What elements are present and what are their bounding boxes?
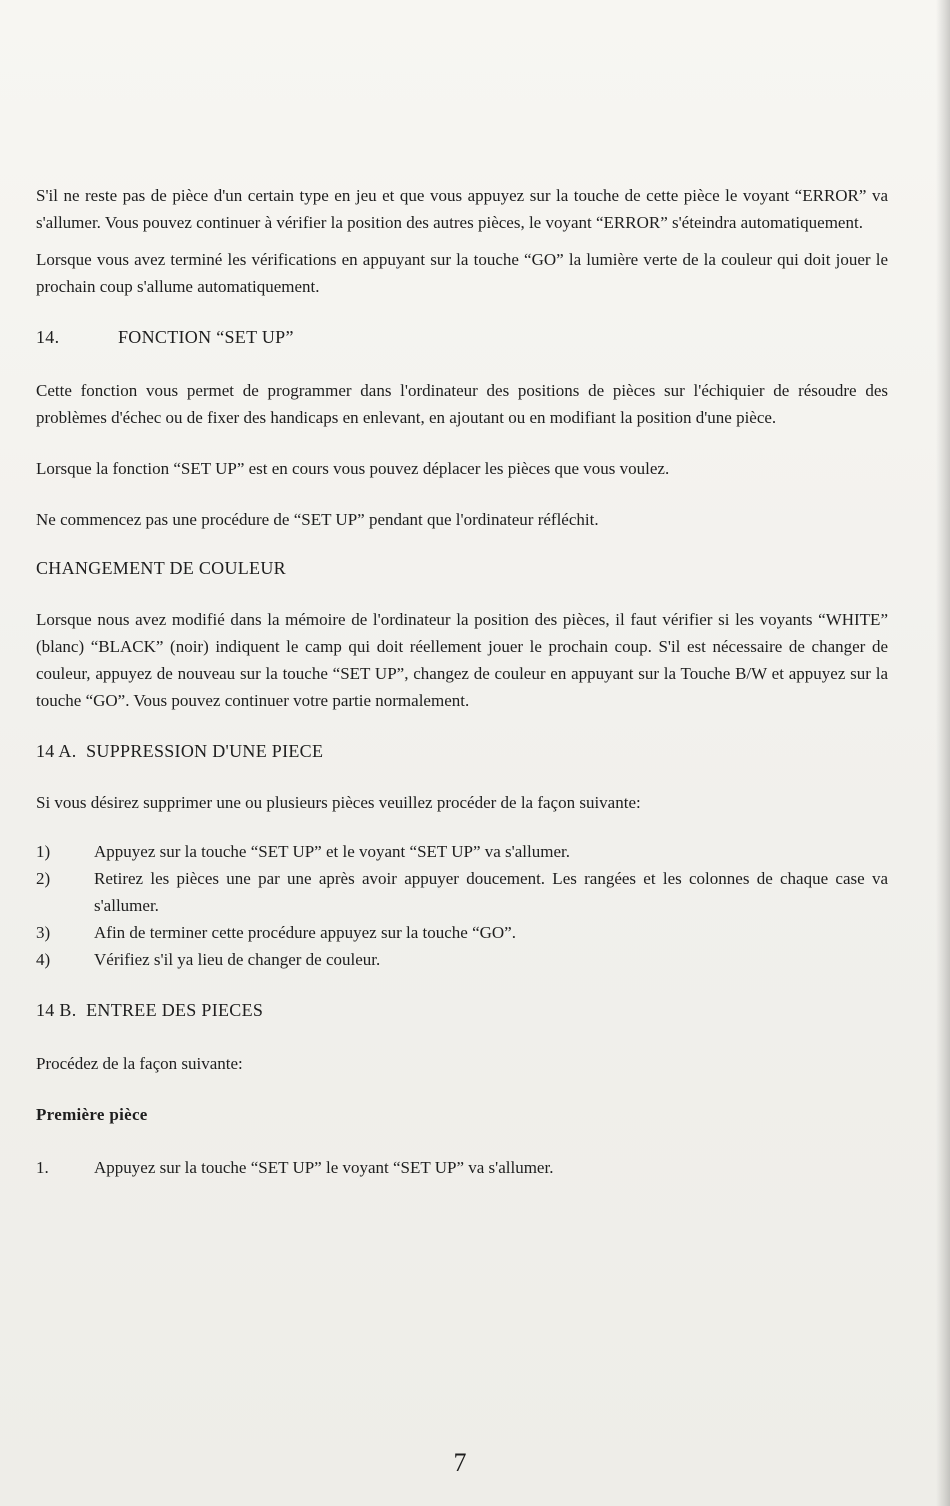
section-14b-heading: 14 B. ENTREE DES PIECES <box>36 1000 264 1020</box>
section-14-heading <box>36 324 888 351</box>
step-text: Vérifiez s'il ya lieu de changer de couleur. <box>94 950 381 969</box>
section-14-number: 14. <box>36 327 60 347</box>
removal-steps-list <box>36 838 888 973</box>
step-text: Retirez les pièces une par une après avoir appuyer doucement. Les rangées et les colonnes de chaque case va s'allumer. <box>94 869 888 915</box>
paragraph-setup-move: Lorsque la fonction “SET UP” est en cours vous pouvez déplacer les pièces que vous voulez. <box>36 459 670 478</box>
page-content <box>36 182 888 1181</box>
paragraph-setup-purpose: Cette fonction vous permet de programmer dans l'ordinateur des positions de pièces sur l'échiquier de résoudre des problèmes d'échec ou de fixer des handicaps en enlevant, en ajoutant ou en modifiant la position d'une pièce. <box>36 381 888 427</box>
step-number: 1) <box>36 842 51 861</box>
first-piece-subheading: Première pièce <box>36 1105 148 1124</box>
paragraph-14b-intro: Procédez de la façon suivante: <box>36 1054 243 1073</box>
entry-steps-list <box>36 1154 888 1181</box>
list-item <box>36 946 888 973</box>
paragraph-setup-warning: Ne commencez pas une procédure de “SET UP” pendant que l'ordinateur réfléchit. <box>36 510 599 529</box>
list-item <box>36 919 888 946</box>
paragraph-14a-intro: Si vous désirez supprimer une ou plusieurs pièces veuillez procéder de la façon suivante: <box>36 793 641 812</box>
step-text: Afin de terminer cette procédure appuyez sur la touche “GO”. <box>94 923 516 942</box>
list-item <box>36 865 888 919</box>
paragraph-error-light: S'il ne reste pas de pièce d'un certain type en jeu et que vous appuyez sur la touche de cette pièce le voyant “ERROR” va s'allumer. Vous pouvez continuer à vérifier la position des autres pièces, le voyant “ERROR” s'éteindra automatiquement. <box>36 186 888 232</box>
list-item <box>36 838 888 865</box>
section-14a-heading: 14 A. SUPPRESSION D'UNE PIECE <box>36 741 324 761</box>
paragraph-go-key: Lorsque vous avez terminé les vérifications en appuyant sur la touche “GO” la lumière verte de la couleur qui doit jouer le prochain coup s'allume automatiquement. <box>36 250 888 296</box>
step-number: 1. <box>36 1158 49 1177</box>
section-14-title: FONCTION “SET UP” <box>118 327 294 347</box>
step-number: 4) <box>36 950 51 969</box>
step-text: Appuyez sur la touche “SET UP” le voyant “SET UP” va s'allumer. <box>94 1158 554 1177</box>
paragraph-color-change: Lorsque nous avez modifié dans la mémoire de l'ordinateur la position des pièces, il faut vérifier si les voyants “WHITE” (blanc) “BLACK” (noir) indiquent le camp qui doit réellement jouer le prochain coup. S'il est nécessaire de changer de couleur, appuyez de nouveau sur la touche “SET UP”, changez de couleur en appuyant sur la Touche B/W et appuyez sur la touche “GO”. Vous pouvez continuer votre partie normalement. <box>36 610 888 710</box>
page-number: 7 <box>453 1448 467 1477</box>
step-number: 3) <box>36 923 51 942</box>
list-item <box>36 1154 888 1181</box>
color-change-heading: CHANGEMENT DE COULEUR <box>36 558 286 578</box>
step-number: 2) <box>36 869 51 888</box>
step-text: Appuyez sur la touche “SET UP” et le voyant “SET UP” va s'allumer. <box>94 842 570 861</box>
